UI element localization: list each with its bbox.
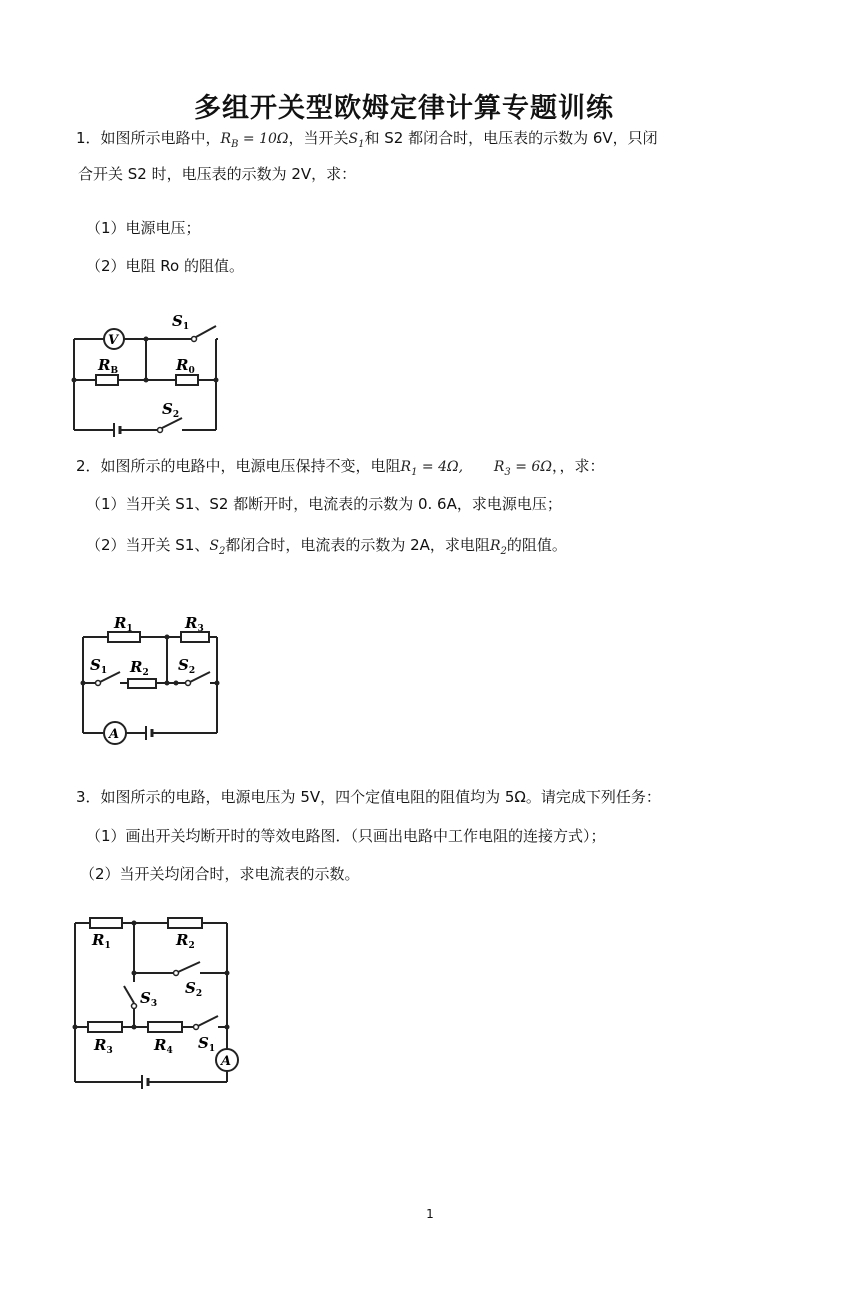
q2-math-r2: $R_2$: [489, 538, 507, 557]
q3-label-s3: $S_3$: [140, 989, 158, 1009]
q1-label-s2: $S_2$: [162, 400, 180, 420]
q1-circuit-diagram: [70, 306, 230, 436]
q1-line1: [76, 128, 658, 155]
q2-label-s2: $S_2$: [178, 656, 196, 676]
q2-math-s2: $S_2$: [209, 538, 226, 557]
page-number: 1: [426, 1207, 434, 1221]
q1-sub1: （1）电源电压；: [86, 219, 201, 237]
q3-label-s2: $S_2$: [185, 979, 203, 999]
q3-circuit-diagram: [70, 910, 250, 1095]
q2-math-r1: $R_1 = 4\Omega$,: [400, 459, 464, 478]
q3-label-r2: $R_2$: [176, 931, 195, 951]
page-title: 多组开关型欧姆定律计算专题训练: [194, 93, 614, 124]
q2-line1: [76, 456, 604, 483]
q1-math-rb: $R_B = 10\Omega$: [220, 131, 289, 150]
q2-math-r3: $R_3 = 6\Omega$: [493, 459, 552, 478]
q1-text-c: 和 S2 都闭合时，电压表的示数为 6V，只闭: [364, 129, 658, 147]
q3-line1: 3．如图所示的电路，电源电压为 5V，四个定值电阻的阻值均为 5Ω。请完成下列任务：: [76, 788, 661, 806]
q3-label-r4: $R_4$: [154, 1036, 173, 1056]
q1-line2: 合开关 S2 时，电压表的示数为 2V，求：: [78, 165, 357, 183]
q1-text-a: 1．如图所示电路中，: [76, 129, 221, 147]
q3-label-r3: $R_3$: [94, 1036, 113, 1056]
q1-math-s1: $S_1$: [348, 131, 365, 150]
q3-label-s1: $S_1$: [198, 1034, 216, 1054]
q1-label-r0: $R_0$: [176, 356, 195, 376]
q1-text-b: ，当开关: [288, 129, 349, 147]
q3-sub2: （2）当开关均闭合时，求电流表的示数。: [80, 865, 360, 883]
q2-label-r1: $R_1$: [114, 614, 133, 634]
q2-text-a: 2．如图所示的电路中，电源电压保持不变，电阻: [76, 457, 401, 475]
q2-label-s1: $S_1$: [90, 656, 108, 676]
q2-label-r3: $R_3$: [185, 614, 204, 634]
q2-ammeter-symbol: A: [109, 727, 120, 742]
q2-label-r2: $R_2$: [130, 658, 149, 678]
q3-ammeter-symbol: A: [221, 1054, 232, 1069]
q3-sub1: （1）画出开关均断开时的等效电路图．（只画出电路中工作电阻的连接方式）；: [86, 827, 606, 845]
q2-sub2: （2）当开关 S1、$S_2$都闭合时，电流表的示数为 2A，求电阻$R_2$的阻值。: [86, 536, 567, 557]
q1-voltmeter-symbol: V: [108, 333, 119, 348]
q1-label-rb: $R_B$: [98, 356, 119, 376]
q2-circuit-diagram: [78, 612, 228, 752]
q2-text-b: ，，求：: [551, 457, 605, 475]
q1-sub2: （2）电阻 Ro 的阻值。: [86, 257, 245, 275]
q2-sub1: （1）当开关 S1、S2 都断开时，电流表的示数为 0. 6A，求电源电压；: [86, 495, 562, 513]
q3-label-r1: $R_1$: [92, 931, 111, 951]
q1-label-s1: $S_1$: [172, 312, 190, 332]
